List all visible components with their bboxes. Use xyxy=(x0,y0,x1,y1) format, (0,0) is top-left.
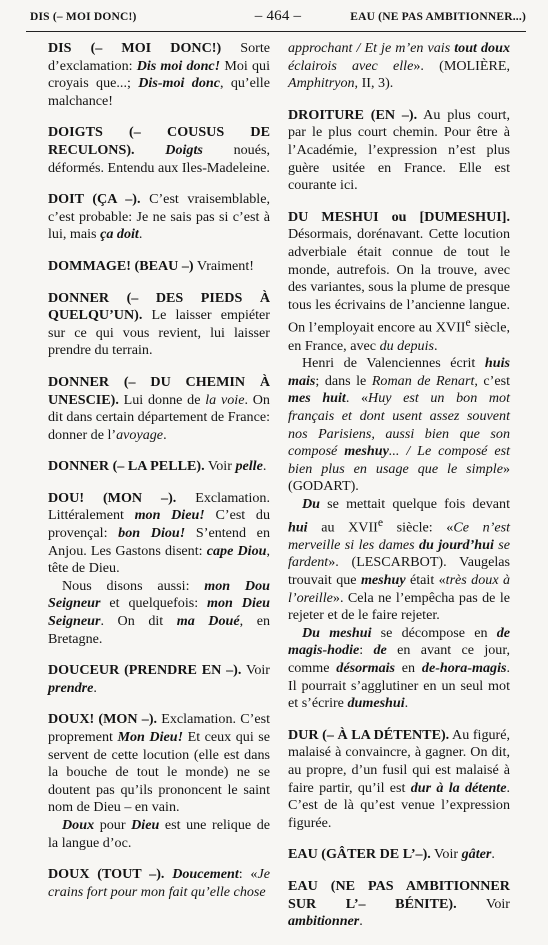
cross-reference: gâter xyxy=(461,846,492,863)
entry-douceur xyxy=(48,662,270,697)
definition-text: se décompose en xyxy=(371,624,497,641)
example: Doucement xyxy=(172,866,239,883)
entry-doit xyxy=(48,191,270,244)
example: Dis moi donc! xyxy=(136,57,221,74)
headword: DOUX (TOUT –). xyxy=(48,866,165,883)
definition-text xyxy=(135,142,166,158)
definition-text: , en Bretagne. xyxy=(48,613,270,647)
example: de-hora-magis xyxy=(421,659,507,676)
definition-text: » (GODART). xyxy=(288,460,510,495)
definition-text: Nous disons aussi: xyxy=(62,577,205,594)
definition-text: au XVII xyxy=(307,519,378,536)
headword: DONNER (– DU CHEMIN À UNESCIE). xyxy=(48,373,270,408)
definition-text: se mettait quelque fois devant xyxy=(320,495,510,512)
running-head xyxy=(30,8,526,28)
headword: DOU! (MON –). xyxy=(48,489,177,506)
example: dur à la détente xyxy=(410,779,507,796)
definition-text: . On dit dans certain département de France: donner de l’ xyxy=(48,391,270,443)
definition-text: Voir xyxy=(430,846,462,863)
quotation: Huy est un bon mot français et dont usent assez souvent nos Parisiens, aussi bien que son composé xyxy=(288,390,510,460)
entry-dommage xyxy=(48,258,270,276)
example: dumeshui xyxy=(347,695,405,712)
example: désormais xyxy=(336,659,396,676)
definition-text: siècle, en France, avec xyxy=(288,320,510,354)
entry-doux-tout xyxy=(48,866,270,901)
headword: DOIT (ÇA –). xyxy=(48,191,141,208)
example: hui xyxy=(288,519,308,536)
definition-text: et quelquefois: xyxy=(100,595,208,612)
example: tout doux xyxy=(454,40,510,56)
headword: DOMMAGE! (BEAU –) xyxy=(48,257,194,274)
headword: DU MESHUI ou [DUMESHUI]. xyxy=(288,208,510,225)
definition-text: Exclamation. C’est proprement xyxy=(48,711,270,745)
quotation: très doux à l’oreille xyxy=(288,572,510,606)
left-column xyxy=(48,40,270,915)
headword: EAU (NE PAS AMBITIONNER SUR L’– BÉNITE). xyxy=(288,877,510,912)
cross-reference: pelle xyxy=(235,458,263,475)
definition-text: Au plus court, par le plus court chemin. Pour être à l’Académie, l’expression n’est plus guère usitée en France. Elle est courante ici. xyxy=(288,106,510,194)
headword: DOUX! (MON –). xyxy=(48,711,158,728)
entry-donner-chemin xyxy=(48,374,270,444)
cross-reference: ambitionner xyxy=(288,913,360,930)
example: meshuy xyxy=(344,443,389,460)
definition-text: , tête de Dieu. xyxy=(48,542,271,577)
definition-text: Vraiment! xyxy=(193,257,254,274)
definition-text: pour xyxy=(94,816,132,833)
entry-doux-tout-continued xyxy=(288,40,510,93)
example: mon Dieu Seigneur xyxy=(48,595,270,630)
entry-doigts xyxy=(48,124,270,177)
definition-text: . xyxy=(163,426,167,443)
cross-reference: prendre xyxy=(48,679,94,696)
definition-text: ; dans le xyxy=(315,372,372,389)
definition-text: : xyxy=(359,642,374,659)
definition-text: est une relique de la langue d’oc. xyxy=(48,816,271,851)
entry-donner-pieds xyxy=(48,290,270,360)
entry-dur xyxy=(288,727,510,833)
definition-text: noués, déformés. Entendu aux Iles-Madeleine. xyxy=(48,141,270,176)
definition-text: en xyxy=(395,659,422,676)
entry-du-meshui xyxy=(288,209,510,713)
definition-text: Désormais, dorénavant. Cette locution adverbiale était connue de tout le monde, autrefois. On la trouve, avec des variantes, sous la plume de presque tous les écrivains de l’ancienne langue. On l’employait encore au XVII xyxy=(288,226,510,336)
definition-text: , II, 3). xyxy=(354,75,394,92)
definition-text: siècle: « xyxy=(383,519,454,536)
work-title: Roman de Renart xyxy=(371,372,475,389)
definition-text: Sorte d’exclamation: xyxy=(48,40,270,74)
definition-text: Exclamation. Littéralement xyxy=(48,489,270,524)
definition-text: . xyxy=(433,337,438,354)
definition-text: . xyxy=(93,679,97,696)
definition-text: Voir xyxy=(241,662,270,679)
example: meshuy xyxy=(360,572,406,588)
definition-text: C’est du provençal: xyxy=(48,507,270,542)
definition-text: Moi qui croyais que...; xyxy=(48,57,270,92)
example: bon Diou! xyxy=(118,525,186,542)
example: cape Diou xyxy=(206,542,267,559)
running-head-left: DIS (– MOI DONC!) xyxy=(30,11,137,23)
entry-dis xyxy=(48,40,270,110)
header-rule xyxy=(26,31,526,32)
example: huis mais xyxy=(288,355,510,389)
definition-text: . Il pourrait s’agglutiner en un seul mot et s’écrire xyxy=(288,659,510,712)
entry-dou xyxy=(48,490,270,648)
quotation: éclairois avec elle xyxy=(288,57,414,74)
example: de xyxy=(373,642,387,659)
headword: DONNER (– LA PELLE). xyxy=(48,458,205,475)
quotation: Ce n’est merveille si les dames xyxy=(288,519,511,553)
quotation: ... / Le composé est bien plus en usage que le simple xyxy=(288,443,510,477)
definition-text: . « xyxy=(345,390,369,407)
definition-text: . xyxy=(138,226,143,243)
quotation: se fardent xyxy=(288,536,511,571)
definition-text: , c’est xyxy=(474,372,511,389)
definition-text: ». Cela ne l’empêcha pas de le rejeter et de le faire rejeter. xyxy=(288,589,510,624)
definition-text: . xyxy=(404,695,409,712)
italic-term: avoyage xyxy=(116,426,164,443)
definition-text: en avant ce jour, comme xyxy=(288,642,510,676)
entry-eau-ambitionner xyxy=(288,878,510,931)
definition-text: C’est vraisemblable, c’est probable: Je ne sais pas si c’est à lui, mais xyxy=(48,191,271,243)
quotation: Je crains fort pour mon fait qu’elle chose xyxy=(48,866,270,900)
definition-text: , qu’elle malchance! xyxy=(48,75,270,109)
definition-text: Le laisser empiéter sur ce qui vous revient, lui laisser prendre du terrain. xyxy=(48,307,270,359)
headword: DOUCEUR (PRENDRE EN –). xyxy=(48,662,242,679)
example: mon Dieu! xyxy=(134,507,205,524)
definition-text: S’entend en Anjou. Les Gastons disent: xyxy=(48,525,270,559)
definition-text: . xyxy=(262,458,267,475)
example: ça doit xyxy=(100,226,139,243)
definition-text: : « xyxy=(238,866,258,883)
definition-text: Au figuré, malaisé à convaincre, à gagner. On dit, au propre, d’un fusil qui est malaisé à faire partir, qu’il est xyxy=(288,726,511,796)
example: mes huit xyxy=(288,390,346,407)
superscript: e xyxy=(465,316,471,330)
running-head-right: EAU (NE PAS AMBITIONNER...) xyxy=(350,11,526,23)
definition-text: était « xyxy=(405,572,446,588)
entry-droiture xyxy=(288,107,510,195)
example: Du meshui xyxy=(302,624,372,641)
definition-text: ». (MOLIÈRE, xyxy=(413,57,510,74)
italic-term: la voie xyxy=(205,391,245,408)
headword: DONNER (– DES PIEDS À QUELQU’UN). xyxy=(48,289,270,324)
definition-text: . On dit xyxy=(100,613,177,630)
quotation: approchant / Et je m’en vais xyxy=(288,40,455,56)
headword: DOIGTS (– COUSUS DE RECULONS). xyxy=(48,124,270,158)
entry-doux xyxy=(48,711,270,852)
example: Doux xyxy=(62,816,95,833)
definition-text: Lui donne de xyxy=(118,391,206,408)
definition-text: Henri de Valenciennes écrit xyxy=(302,355,485,372)
headword: DUR (– À LA DÉTENTE). xyxy=(288,726,450,743)
definition-text: Et ceux qui se servent de cette locution (elle est dans la bouche de tout le monde) ne se doutent pas qu’ils prononcent le saint nom de Dieu – en vain. xyxy=(48,729,270,816)
definition-text: ». (LESCARBOT). Vaugelas trouvait que xyxy=(288,554,510,588)
headword: DROITURE (EN –). xyxy=(288,106,418,123)
example: Doigts xyxy=(165,141,203,158)
example: Du xyxy=(302,495,321,512)
example: ma Doué xyxy=(176,613,240,630)
work-title: Amphitryon xyxy=(288,75,355,92)
example: du jourd’hui xyxy=(419,536,494,553)
example: Dis-moi donc xyxy=(138,75,220,92)
italic-term: du depuis xyxy=(379,337,434,354)
example: de magis-hodie xyxy=(288,624,510,659)
headword: DIS (– MOI DONC!) xyxy=(48,40,222,56)
definition-text: . xyxy=(491,846,495,863)
definition-text: Voir xyxy=(204,458,236,475)
headword: EAU (GÂTER DE L’–). xyxy=(288,846,431,863)
definition-text: . C’est de là qu’est venue l’expression figurée. xyxy=(288,779,510,831)
example: mon Dou Seigneur xyxy=(48,577,270,612)
example: Mon Dieu! xyxy=(117,729,184,745)
definition-text: . xyxy=(359,913,363,930)
superscript: e xyxy=(377,515,384,529)
definition-text: Voir xyxy=(456,895,510,912)
page-number: – 464 – xyxy=(254,8,302,24)
example: Dieu xyxy=(131,816,160,833)
entry-donner-pelle xyxy=(48,458,270,476)
entry-eau-gater xyxy=(288,846,510,864)
right-column xyxy=(288,40,510,945)
